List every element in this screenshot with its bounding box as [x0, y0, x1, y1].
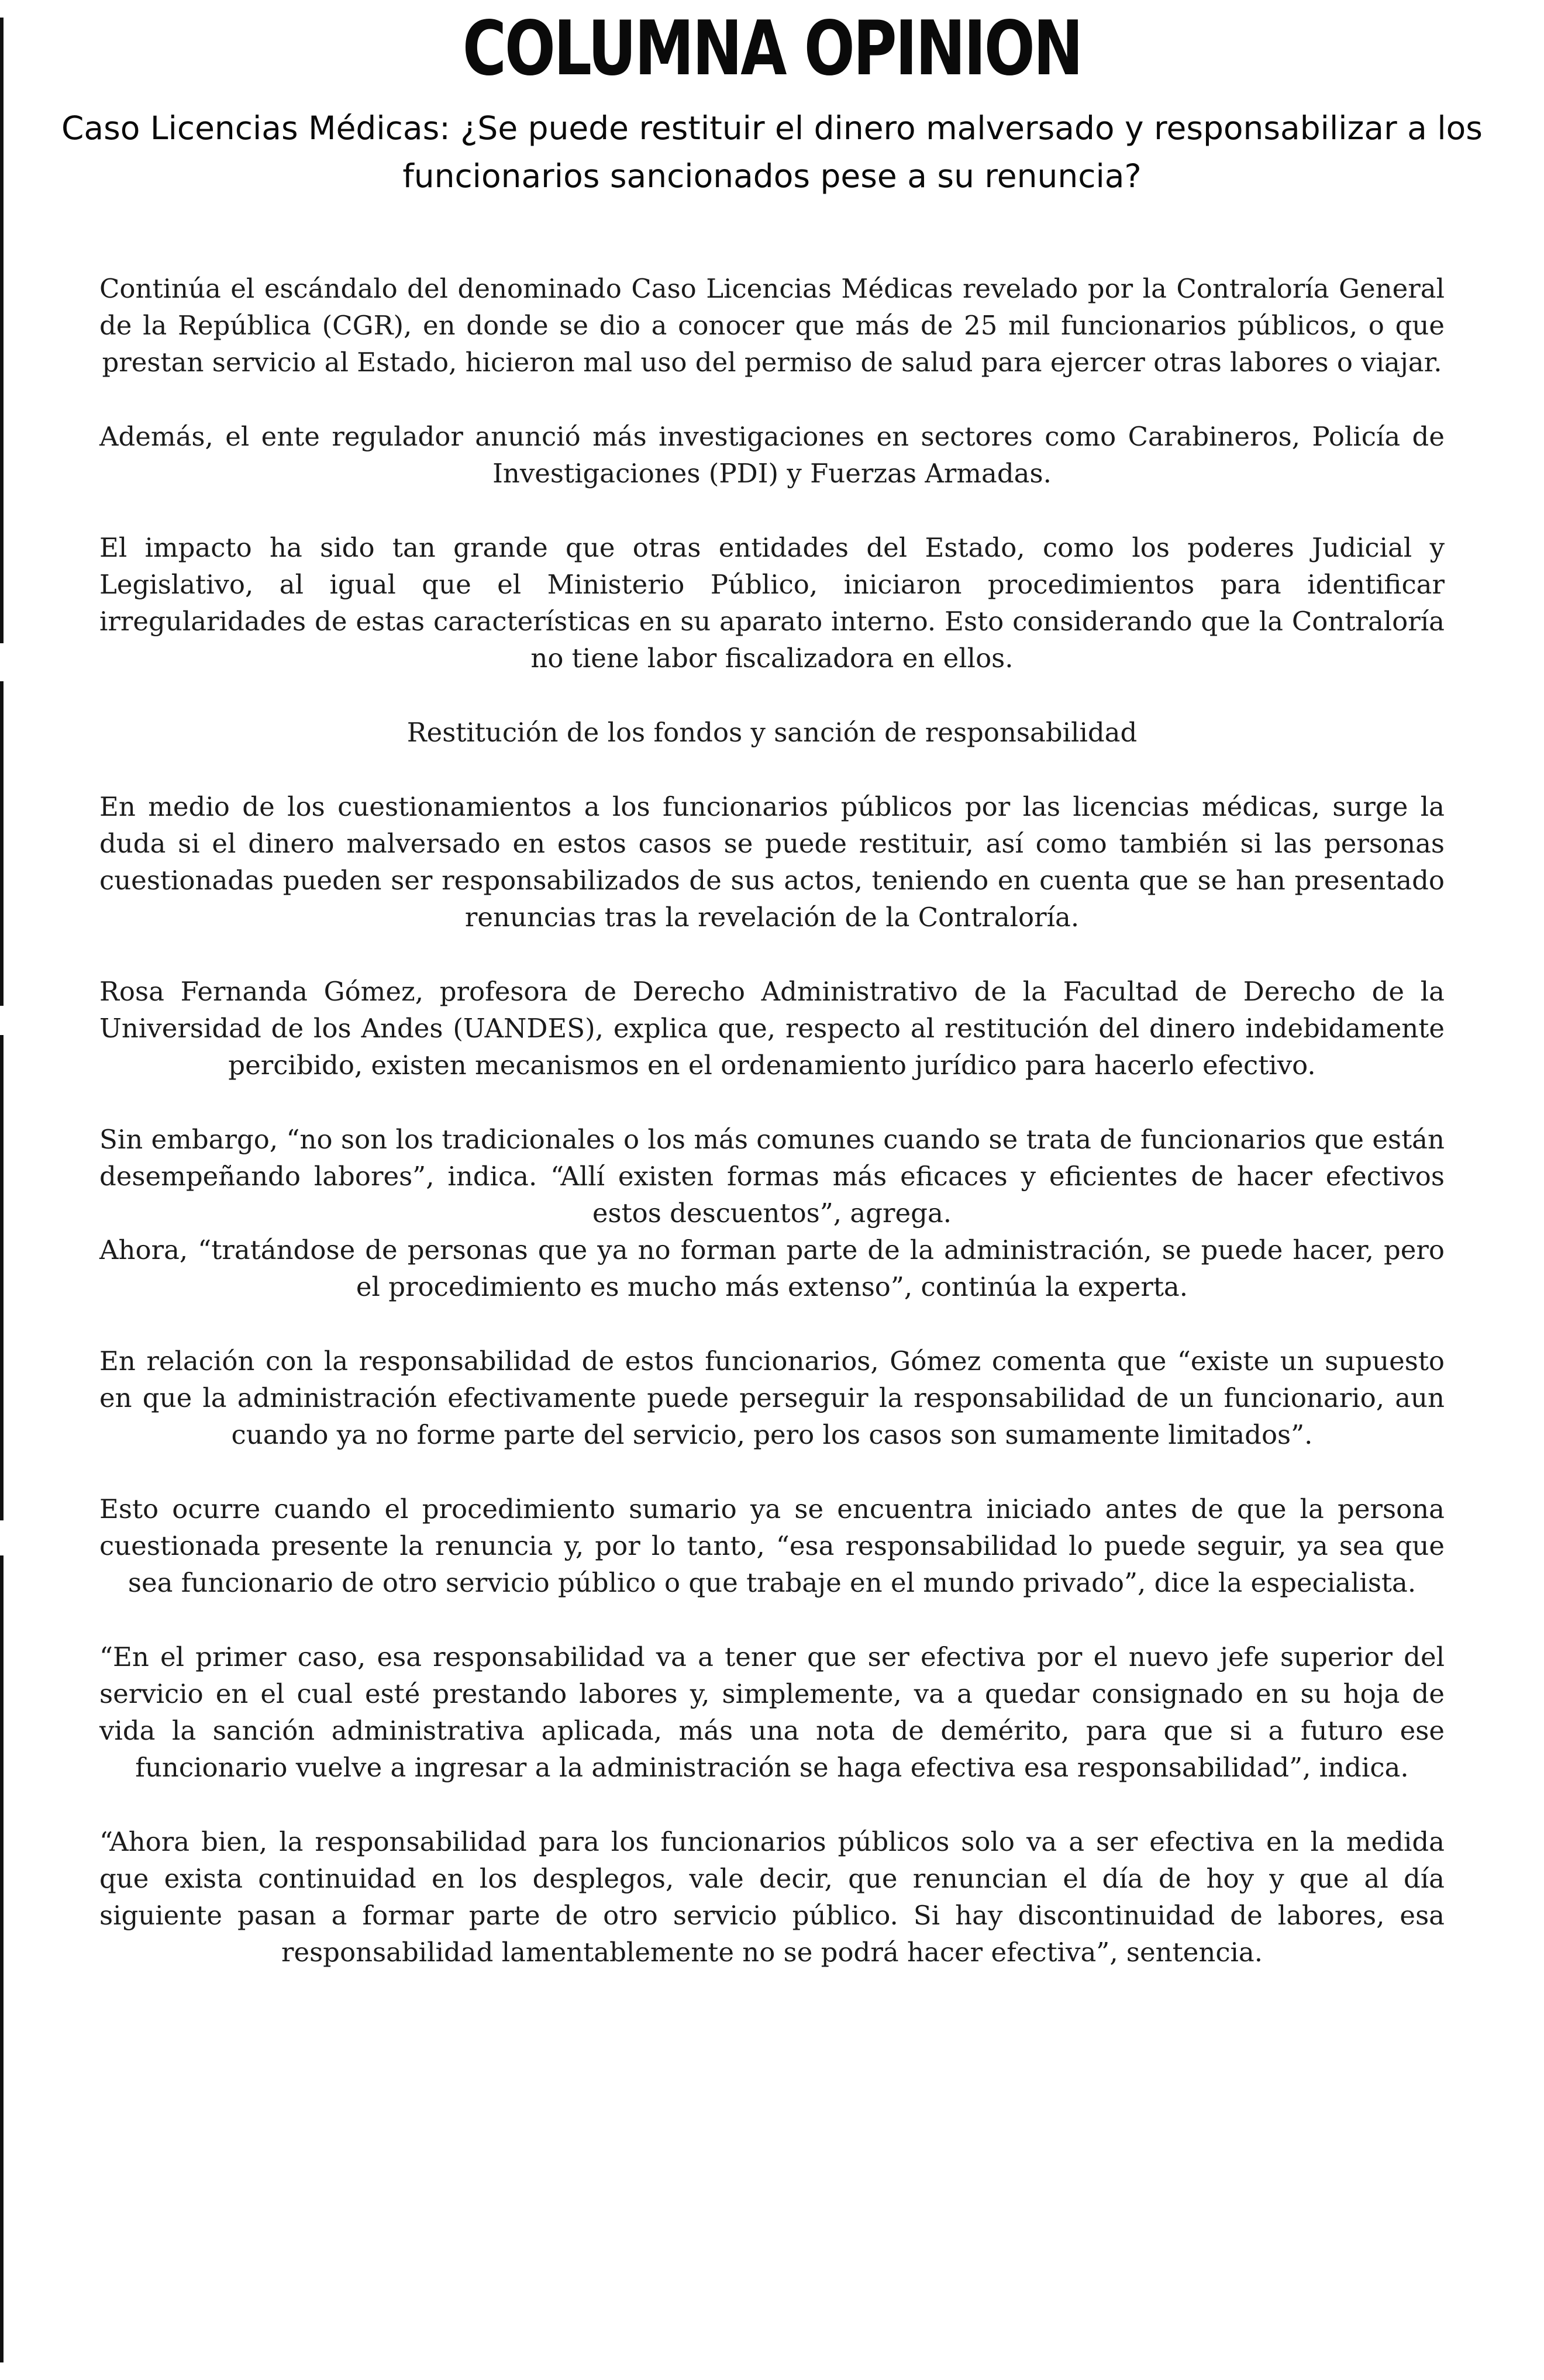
article-paragraph: Ahora, “tratándose de personas que ya no forman parte de la administración, se puede hacer, pero el procedimiento es mucho más extenso”, continúa la experta.: [99, 1234, 1445, 1302]
article-headline: Caso Licencias Médicas: ¿Se puede restituir el dinero malversado y responsabilizar a los funcionarios sancionados pese a su renuncia?: [61, 109, 1483, 195]
article-paragraph: En relación con la responsabilidad de estos funcionarios, Gómez comenta que “existe un supuesto en que la administración efectivamente puede perseguir la responsabilidad de un funcionario, aun cuando ya no forme parte del servicio, pero los casos son sumamente limitados”.: [99, 1346, 1445, 1450]
article-paragraph: Esto ocurre cuando el procedimiento sumario ya se encuentra iniciado antes de que la persona cuestionada presente la renuncia y, por lo tanto, “esa responsabilidad lo puede seguir, ya sea que sea funcionario de otro servicio público o que trabaje en el mundo privado”, dice la especialista.: [99, 1493, 1445, 1598]
article-subheading: Restitución de los fondos y sanción de responsabilidad: [406, 717, 1138, 748]
left-edge-bar: [0, 1555, 4, 2362]
article-paragraph: El impacto ha sido tan grande que otras entidades del Estado, como los poderes Judicial y Legislativo, al igual que el Ministerio Público, iniciaron procedimientos para identificar irregularidades de estas características en su aparato interno. Esto considerando que la Contraloría no tiene labor fiscalizadora en ellos.: [99, 532, 1445, 674]
section-label: COLUMNA OPINION: [462, 5, 1082, 92]
article-paragraph: Además, el ente regulador anunció más investigaciones en sectores como Carabineros, Policía de Investigaciones (PDI) y Fuerzas Armadas.: [99, 421, 1445, 489]
article-body: [99, 270, 1445, 1971]
article-paragraph: En medio de los cuestionamientos a los funcionarios públicos por las licencias médicas, surge la duda si el dinero malversado en estos casos se puede restituir, así como también si las personas cuestionadas pueden ser responsabilizados de sus actos, teniendo en cuenta que se han presentado renuncias tras la revelación de la Contraloría.: [99, 791, 1445, 933]
article-paragraph: Sin embargo, “no son los tradicionales o los más comunes cuando se trata de funcionarios que están desempeñando labores”, indica. “Allí existen formas más eficaces y eficientes de hacer efectivos estos descuentos”, agrega.: [99, 1124, 1445, 1229]
article-paragraph: Continúa el escándalo del denominado Caso Licencias Médicas revelado por la Contraloría General de la República (CGR), en donde se dio a conocer que más de 25 mil funcionarios públicos, o que prestan servicio al Estado, hicieron mal uso del permiso de salud para ejercer otras labores o viajar.: [99, 273, 1445, 378]
left-edge-bar: [0, 1035, 4, 1520]
article-paragraph: “Ahora bien, la responsabilidad para los funcionarios públicos solo va a ser efectiva en la medida que exista continuidad en los desplegos, vale decir, que renuncian el día de hoy y que al día siguiente pasan a formar parte de otro servicio público. Si hay discontinuidad de labores, esa responsabilidad lamentablemente no se podrá hacer efectiva”, sentencia.: [99, 1826, 1445, 1968]
opinion-column-page: [61, 0, 1483, 2008]
article-paragraph: Rosa Fernanda Gómez, profesora de Derecho Administrativo de la Facultad de Derecho de la Universidad de los Andes (UANDES), explica que, respecto al restitución del dinero indebidamente percibido, existen mecanismos en el ordenamiento jurídico para hacerlo efectivo.: [99, 976, 1445, 1081]
left-edge-bar: [0, 681, 4, 1006]
article-paragraph: “En el primer caso, esa responsabilidad va a tener que ser efectiva por el nuevo jefe superior del servicio en el cual esté prestando labores y, simplemente, va a quedar consignado en su hoja de vida la sanción administrativa aplicada, más una nota de demérito, para que si a futuro ese funcionario vuelve a ingresar a la administración se haga efectiva esa responsabilidad”, indica.: [99, 1641, 1445, 1783]
left-edge-bar: [0, 18, 4, 643]
